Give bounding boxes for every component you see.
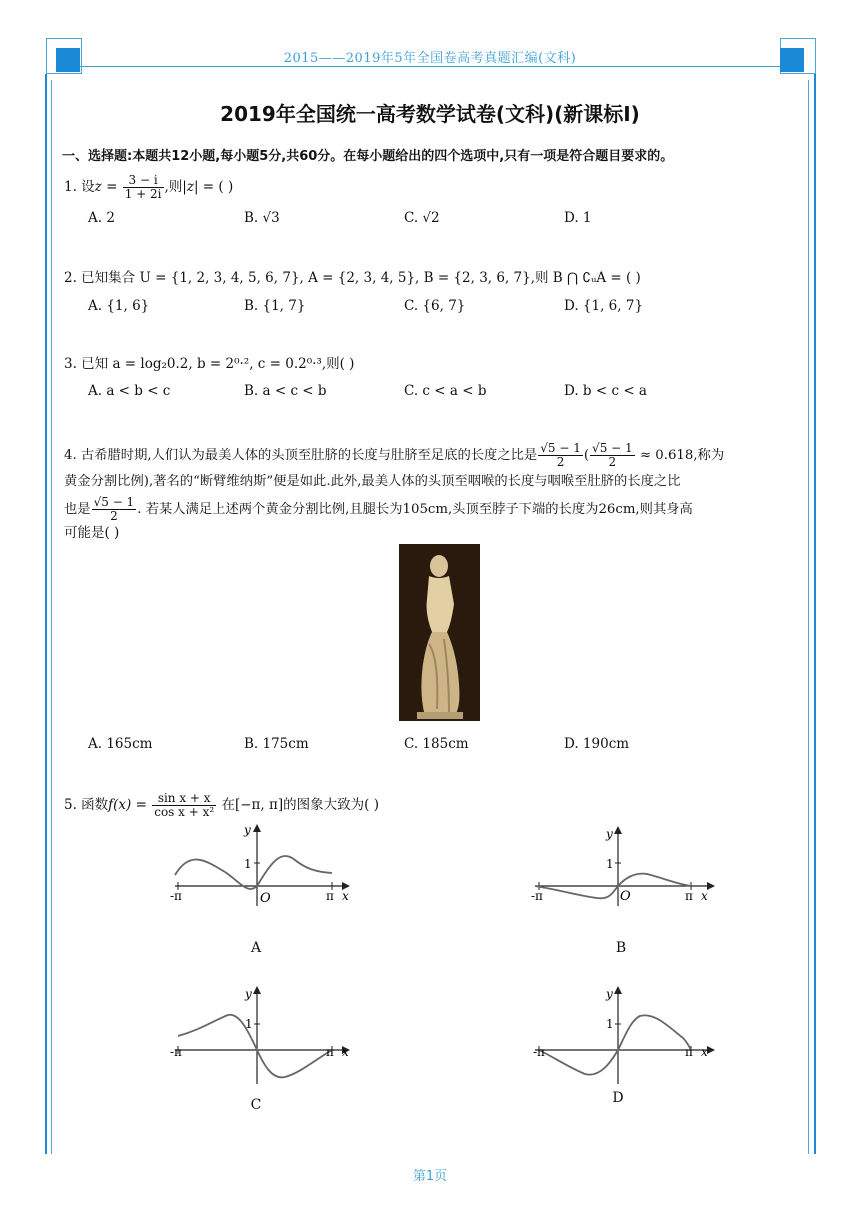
graph-d-pi-label: π — [685, 1045, 693, 1059]
q1-option-b: B. √3 — [244, 210, 280, 226]
graph-b-y-label: y — [606, 827, 613, 841]
q4-option-c: C. 185cm — [404, 736, 469, 752]
question-3-stem: 3. 已知 a = log₂0.2, b = 2⁰·², c = 0.2⁰·³,则( ) — [64, 356, 355, 372]
graph-c-label: C — [250, 1097, 262, 1113]
q4-option-d: D. 190cm — [564, 736, 630, 752]
q3-option-b: B. a < c < b — [244, 383, 327, 399]
graph-c-y-label: y — [245, 987, 252, 1001]
question-2-stem: 2. 已知集合 U = {1, 2, 3, 4, 5, 6, 7}, A = {2, 3, 4, 5}, B = {2, 3, 6, 7},则 B ⋂ ∁ᵤA = ( ) — [64, 270, 641, 286]
question-5-stem: 5. 函数f(x) = $\frac{\text{sin x + x}}{\text{cos x + x²}}$ 在[−π, π]的图象大致为( ) — [64, 791, 379, 819]
graph-b-x-label: x — [701, 889, 708, 903]
q2-option-d: D. {1, 6, 7} — [564, 298, 644, 314]
graph-a-origin-label: O — [260, 891, 271, 906]
section-heading: 一、选择题:本题共12小题,每小题5分,共60分。在每小题给出的四个选项中,只有一项是符合题目要求的。 — [62, 149, 674, 164]
q1-option-d: D. 1 — [564, 210, 592, 226]
venus-de-milo-image — [399, 544, 480, 721]
graph-a-label: A — [250, 940, 262, 956]
graph-d-x-label: x — [701, 1045, 708, 1059]
graph-c-x-label: x — [342, 1045, 349, 1059]
corner-decoration-right — [780, 38, 816, 74]
header-divider — [58, 66, 802, 67]
question-4-line-2: 黄金分割比例),著名的“断臂维纳斯”便是如此.此外,最美人体的头顶至咽喉的长度与咽喉至肚脐的长度之比 — [64, 474, 681, 489]
left-border-line — [45, 74, 47, 1154]
q1-fraction: $\frac{3 - i}{1 + 2i}$ — [124, 173, 162, 201]
graph-a-one-label: 1 — [244, 857, 252, 871]
graph-b-pi-label: π — [685, 889, 693, 903]
graph-b-one-label: 1 — [606, 857, 614, 871]
right-border-line — [814, 74, 816, 1154]
graph-c-pi-label: π — [326, 1045, 334, 1059]
q3-option-a: A. a < b < c — [88, 383, 171, 399]
graph-b-neg-pi-label: -π — [531, 889, 543, 903]
graph-a-x-label: x — [342, 889, 349, 903]
q2-option-c: C. {6, 7} — [404, 298, 466, 314]
question-4-line-4: 可能是( ) — [64, 525, 120, 541]
graph-d-y-label: y — [606, 987, 613, 1001]
corner-decoration-left — [46, 38, 82, 74]
q1-option-c: C. √2 — [404, 210, 440, 226]
graph-d-label: D — [612, 1090, 624, 1106]
graph-a — [160, 820, 360, 910]
graph-a-pi-label: π — [326, 889, 334, 903]
page-header: 2015——2019年5年全国卷高考真题汇编(文科) — [283, 51, 577, 66]
graph-b-label: B — [615, 940, 627, 956]
graph-b — [525, 820, 725, 910]
left-border-line-inner — [51, 80, 52, 1154]
q3-option-d: D. b < c < a — [564, 383, 647, 399]
graph-a-y-label: y — [244, 823, 251, 837]
graph-c — [160, 980, 360, 1090]
q4-option-b: B. 175cm — [244, 736, 309, 752]
q4-option-a: A. 165cm — [88, 736, 153, 752]
graph-b-origin-label: O — [620, 889, 631, 904]
graph-c-neg-pi-label: -π — [170, 1045, 182, 1059]
graph-d — [525, 980, 725, 1090]
q2-option-a: A. {1, 6} — [88, 298, 150, 314]
question-1-stem: 1. 设z = $\frac{3 - i}{1 + 2i}$ ,则|z| = ( ) — [64, 173, 234, 201]
question-4-line-1: 4. 古希腊时期,人们认为最美人体的头顶至肚脐的长度与肚脐至足底的长度之比是 $\frac{√5 - 1}{2}$ ( $\frac{√5 - 1}{2}$ ≈ 0.618,称为 — [64, 441, 725, 469]
page-number: 第1页 — [412, 1169, 448, 1184]
page-title: 2019年全国统一高考数学试卷(文科)(新课标Ⅰ) — [220, 102, 640, 126]
graph-d-one-label: 1 — [606, 1017, 614, 1031]
right-border-line-inner — [808, 80, 809, 1154]
q3-option-c: C. c < a < b — [404, 383, 487, 399]
graph-c-one-label: 1 — [245, 1017, 253, 1031]
graph-a-neg-pi-label: -π — [170, 889, 182, 903]
q1-option-a: A. 2 — [88, 210, 115, 226]
graph-d-neg-pi-label: -π — [533, 1045, 545, 1059]
question-4-line-3: 也是 $\frac{√5 - 1}{2}$ . 若某人满足上述两个黄金分割比例,且腿长为105cm,头顶至脖子下端的长度为26cm,则其身高 — [64, 495, 693, 523]
q2-option-b: B. {1, 7} — [244, 298, 306, 314]
